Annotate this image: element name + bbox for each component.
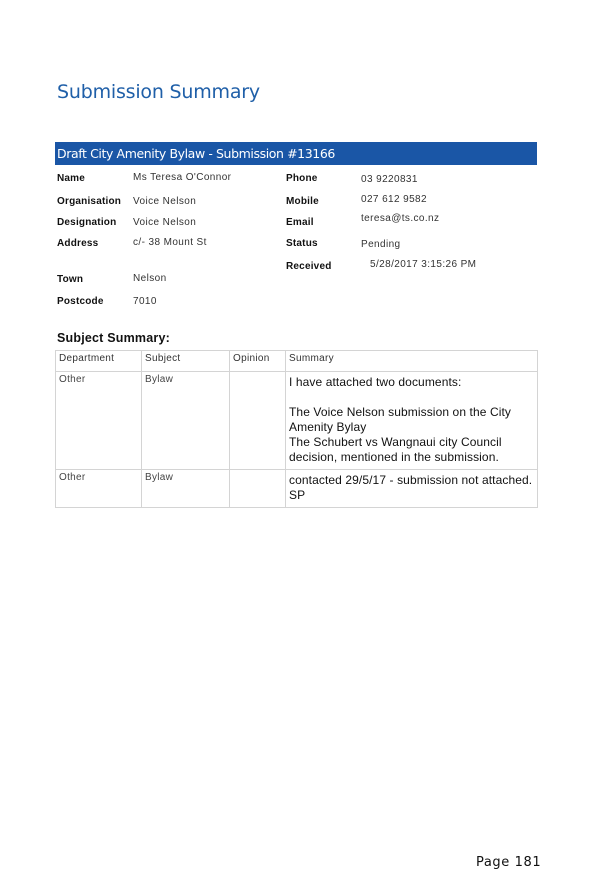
postcode-value: 7010 [133,296,157,307]
email-label: Email [286,217,314,228]
column-header-opinion: Opinion [230,351,286,372]
received-label: Received [286,261,332,272]
name-label: Name [57,173,86,184]
subject-summary-table [55,350,538,508]
received-value: 5/28/2017 3:15:26 PM [370,259,477,270]
column-header-summary: Summary [286,351,538,372]
department-cell: Other [56,372,142,470]
town-value: Nelson [133,273,167,284]
summary-line: The Voice Nelson submission on the City Amenity Bylay [289,405,512,434]
organisation-label: Organisation [57,196,122,207]
email-value: teresa@ts.co.nz [361,213,440,224]
summary-cell [286,372,538,470]
mobile-value: 027 612 9582 [361,194,427,205]
status-label: Status [286,238,318,249]
organisation-value: Voice Nelson [133,196,197,207]
town-label: Town [57,274,84,285]
address-label: Address [57,238,99,249]
department-cell: Other [56,470,142,508]
column-header-subject: Subject [142,351,230,372]
phone-value: 03 9220831 [361,174,418,185]
name-value: Ms Teresa O'Connor [133,172,232,183]
designation-value: Voice Nelson [133,217,197,228]
table-header-row [56,351,538,372]
postcode-label: Postcode [57,296,104,307]
subject-cell: Bylaw [142,470,230,508]
summary-line: I have attached two documents: [289,375,462,389]
table-row [56,470,538,508]
summary-line: contacted 29/5/17 - submission not attached. SP [289,473,533,502]
address-value: c/- 38 Mount St [133,237,207,248]
page-number: Page 181 [476,855,542,870]
subject-summary-heading: Subject Summary: [57,331,170,345]
subject-cell: Bylaw [142,372,230,470]
opinion-cell [230,372,286,470]
table-row [56,372,538,470]
page-title: Submission Summary [57,81,260,103]
submission-banner: Draft City Amenity Bylaw - Submission #13166 [55,142,537,165]
phone-label: Phone [286,173,318,184]
summary-cell [286,470,538,508]
opinion-cell [230,470,286,508]
column-header-department: Department [56,351,142,372]
summary-line: The Schubert vs Wangnaui city Council decision, mentioned in the submission. [289,435,502,464]
mobile-label: Mobile [286,196,319,207]
status-value: Pending [361,239,401,250]
designation-label: Designation [57,217,117,228]
